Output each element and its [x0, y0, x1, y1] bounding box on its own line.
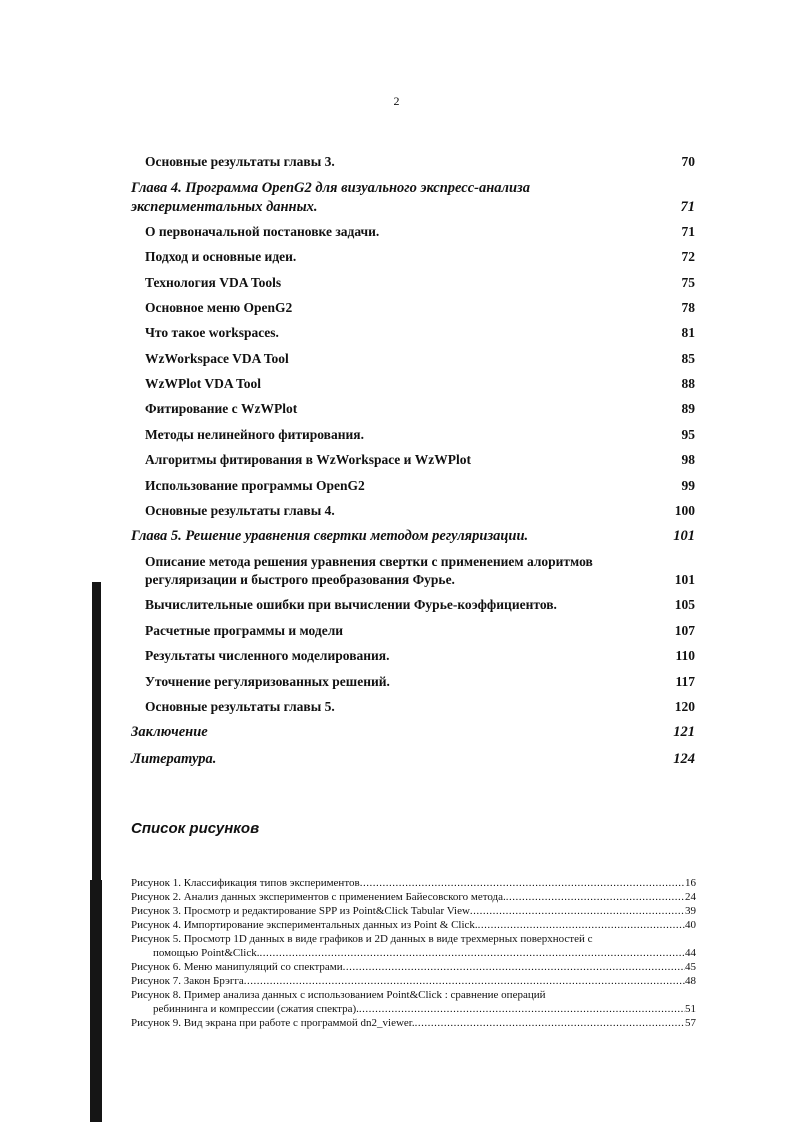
figure-entry[interactable]: Рисунок 7. Закон Брэгга ..... 48 — [131, 974, 696, 988]
list-of-figures — [131, 876, 696, 1030]
figure-entry[interactable]: Рисунок 5. Просмотр 1D данных в виде графиков и 2D данных в виде трехмерных поверхностей с — [131, 933, 593, 945]
figure-entry[interactable]: Рисунок 9. Вид экрана при работе с программой dn2_viewer. ..... 57 — [131, 1016, 696, 1030]
figure-entry[interactable]: Рисунок 6. Меню манипуляций со спектрами ..... 45 — [131, 960, 696, 974]
page-number: 2 — [393, 94, 400, 108]
scan-edge-shadow-lower — [90, 880, 102, 1122]
figure-entry[interactable]: Рисунок 1. Классификация типов экспериментов ..... 16 — [131, 876, 696, 890]
figure-entry[interactable]: Рисунок 8. Пример анализа данных с использованием Point&Click : сравнение операций — [131, 989, 546, 1001]
list-of-figures-heading: Список рисунков — [131, 820, 260, 837]
figure-entry[interactable]: Рисунок 4. Импортирование экспериментальных данных из Point & Click. ..... 40 — [131, 918, 696, 932]
figure-entry[interactable]: Рисунок 3. Просмотр и редактирование SPP из Point&Click Tabular View ..... 39 — [131, 904, 696, 918]
figure-entry[interactable]: Рисунок 2. Анализ данных экспериментов с применением Байесовского метода. ..... 24 — [131, 890, 696, 904]
figure-entry-cont[interactable]: помощью Point&Click. ..... 44 — [131, 946, 696, 960]
figure-entry-cont[interactable]: ребиннинга и компрессии (сжатия спектра). ..... 51 — [131, 1002, 696, 1016]
